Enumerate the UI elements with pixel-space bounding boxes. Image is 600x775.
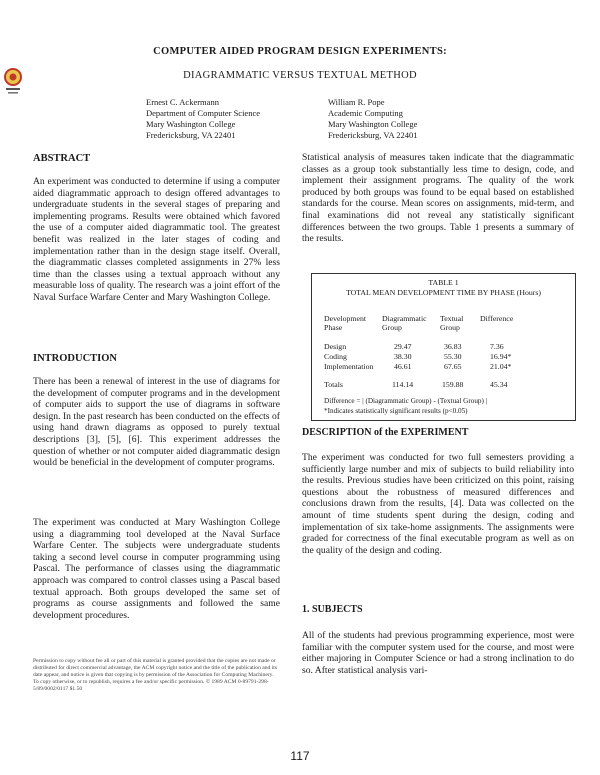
introduction-text-2 — [33, 517, 280, 621]
acm-logo — [2, 66, 24, 96]
table-row-impl-phase: Implementation — [324, 362, 374, 371]
table-row-coding-diff: 16.94* — [490, 352, 512, 361]
table-row-design-diff: 7.36 — [490, 342, 504, 351]
author-city: Fredericksburg, VA 22401 — [328, 130, 418, 140]
results-table — [311, 273, 576, 421]
table-row-impl-diag: 46.61 — [394, 362, 412, 371]
description-heading: DESCRIPTION of the EXPERIMENT — [302, 427, 469, 438]
author-block-2 — [328, 97, 418, 141]
author-name: William R. Pope — [328, 97, 385, 107]
col-header-textual: Textual Group — [440, 314, 464, 332]
abstract-text — [33, 176, 280, 304]
table-row-coding-diag: 38.30 — [394, 352, 412, 361]
table-title: TOTAL MEAN DEVELOPMENT TIME BY PHASE (Hours) — [345, 288, 541, 297]
introduction-paragraph-1: There has been a renewal of interest in the use of diagrams for the development of computer programs and in the development of computer aids to support the use of diagrams in software design. In the past research has been conducted on the effects of using hand drawn diagrams as opposed to purely textual descriptions [3], [5], [6]. This experiment addresses the question of whether or not computer aided diagrammatic design would be beneficial in the development of computer programs. — [33, 376, 280, 469]
table-note-difference: Difference = | (Diagrammatic Group) - (Textual Group) | — [324, 397, 488, 405]
table-row-coding-text: 55.30 — [444, 352, 462, 361]
paper-subtitle: DIAGRAMMATIC VERSUS TEXTUAL METHOD — [183, 70, 417, 81]
col-header-difference: Difference — [480, 314, 514, 323]
table-total-label: Totals — [324, 380, 343, 389]
author-dept: Department of Computer Science — [146, 108, 261, 118]
table-row-design-phase: Design — [324, 342, 347, 351]
subjects-heading: 1. SUBJECTS — [302, 604, 363, 615]
author-block-1 — [146, 97, 260, 141]
page-number: 117 — [290, 749, 310, 763]
subjects-paragraph: All of the students had previous programming experience, most were familiar with the computer system used for the course, and most were either majoring in Computer Science or had a strong inclination to do so. After statistical analysis vari- — [302, 630, 574, 676]
table-label: TABLE 1 — [428, 278, 459, 287]
author-city: Fredericksburg, VA 22401 — [146, 130, 236, 140]
table-row-design-diag: 29.47 — [394, 342, 412, 351]
description-text — [302, 452, 574, 556]
col-header-diagrammatic: Diagrammatic Group — [382, 314, 427, 332]
introduction-paragraph-2: The experiment was conducted at Mary Washington College using a diagramming tool developed at the Naval Surface Warfare Center. The subjects were undergraduate students taking a second level course in computer programming using Pascal. The performance of classes using the diagrammatic approach was compared to control classes using a Pascal based textual approach. Both groups developed the same set of programs as course assignments and followed the same development procedures. — [33, 517, 280, 621]
table-note-significance: *Indicates statistically significant results (p<0.05) — [324, 407, 468, 415]
description-paragraph: The experiment was conducted for two full semesters providing a sufficiently large number and mix of subjects to build reliability into the results. Previous studies have been criticized on this point, raising questions about the robustness of measured differences and conclusions drawn from the results, [4]. Data was collected on the amount of time students spent during the design, coding and implementation of six take-home assignments. The assignments were graded for correctness of the final executable program as well as on the quality of the design and coding. — [302, 452, 574, 556]
table-total-diff: 45.34 — [490, 380, 508, 389]
table-row-design-text: 36.83 — [444, 342, 462, 351]
introduction-text-1 — [33, 376, 280, 469]
table-row-coding-phase: Coding — [324, 352, 347, 361]
author-org: Mary Washington College — [146, 119, 236, 129]
abstract-heading: ABSTRACT — [33, 153, 91, 164]
author-dept: Academic Computing — [328, 108, 403, 118]
subjects-text — [302, 630, 574, 676]
table-row-impl-diff: 21.04* — [490, 362, 512, 371]
author-org: Mary Washington College — [328, 119, 418, 129]
col-header-phase: Development Phase — [324, 314, 367, 332]
table-total-text: 159.88 — [442, 380, 464, 389]
table-row-impl-text: 67.65 — [444, 362, 462, 371]
table-total-diag: 114.14 — [392, 380, 414, 389]
results-intro-text — [302, 152, 574, 245]
paper-title: COMPUTER AIDED PROGRAM DESIGN EXPERIMENTS: — [153, 46, 447, 57]
abstract-paragraph: An experiment was conducted to determine if using a computer aided diagrammatic approach to design offered advantages to undergraduate students in the several stages of preparing and implementing programs. Results were obtained which favored the use of a computer aided diagrammatic tool. The greatest benefit was realized in the later stages of coding and implementation rather than in the design stage itself. Overall, the diagrammatic classes completed assignments in 27% less time than the classes using a textual approach without any measurable loss of quality. The research was a joint effort of the Naval Surface Warfare Center and Mary Washington College. — [33, 176, 280, 303]
introduction-heading: INTRODUCTION — [33, 353, 118, 364]
results-paragraph: Statistical analysis of measures taken indicate that the diagrammatic classes as a group took substantially less time to design, code, and implement their assignment programs. The quality of the work produced by both groups was found to be equal based on established standards for the course. Mean scores on assignments, mid-term, and final examinations did not reveal any statistically significant differences between the two groups. Table 1 presents a summary of the results. — [302, 152, 574, 245]
author-name: Ernest C. Ackermann — [146, 97, 219, 107]
copyright-footnote: Permission to copy without fee all or part of this material is granted provided that the copies are not made or distributed for direct commercial advantage, the ACM copyright notice and the title of the publication and its date appear, and notice is given that copying is by permission of the Association for Computing Machinery. To copy otherwise, or to republish, requires a fee and/or specific permission. © 1989 ACM 0-89791-298-5/89/0002/0117 $1.50 — [33, 658, 278, 692]
